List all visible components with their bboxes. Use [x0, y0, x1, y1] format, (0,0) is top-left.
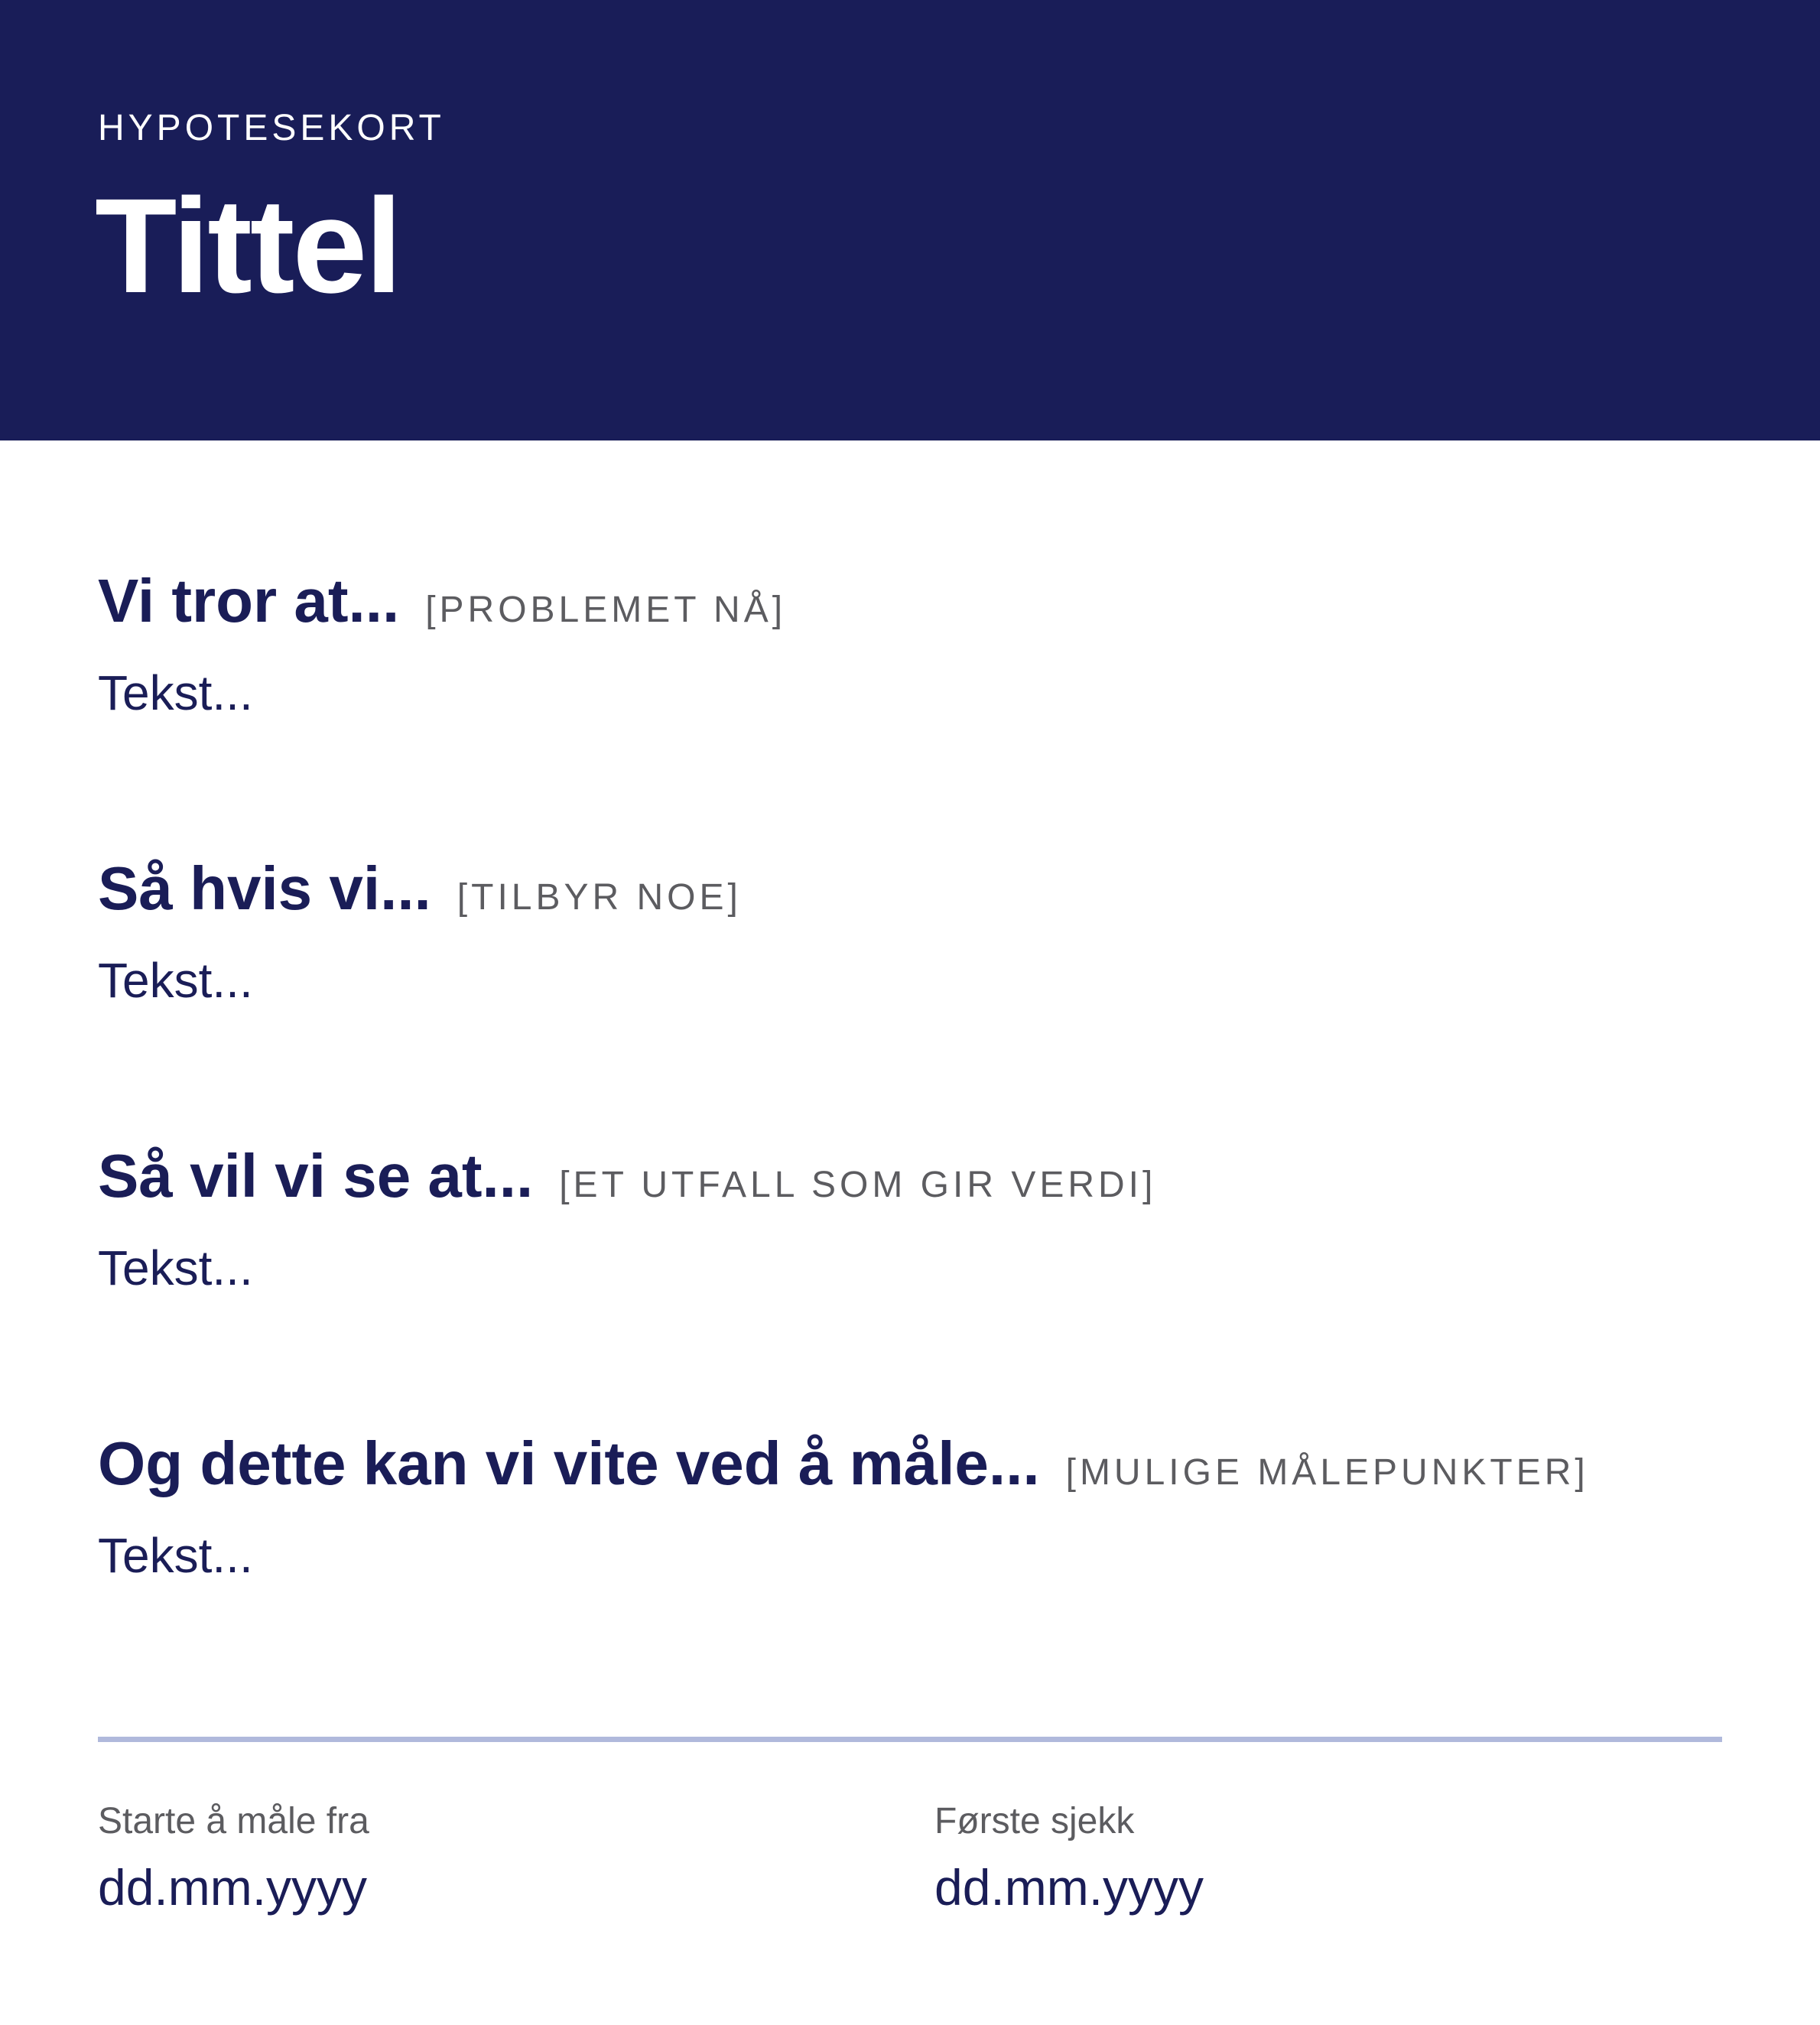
- card-header: [0, 0, 1820, 440]
- section-heading: [98, 850, 1719, 927]
- section-hint: [MULIGE MÅLEPUNKTER]: [1065, 1452, 1589, 1493]
- section-title: Så hvis vi...: [98, 854, 431, 922]
- section-hint: [PROBLEMET NÅ]: [425, 590, 787, 630]
- start-date-field[interactable]: dd.mm.yyyy: [98, 1859, 368, 1916]
- section-measure: [98, 1425, 1719, 1586]
- start-date-block: [98, 1797, 369, 1918]
- footer-divider: [98, 1737, 1722, 1742]
- section-text-field[interactable]: Tekst...: [98, 665, 253, 720]
- first-check-date-field[interactable]: dd.mm.yyyy: [934, 1859, 1204, 1916]
- section-text-field[interactable]: Tekst...: [98, 953, 253, 1008]
- start-date-label: Starte å måle fra: [98, 1801, 369, 1841]
- section-offer: [98, 850, 1719, 1011]
- section-heading: [98, 1138, 1719, 1214]
- section-title: Så vil vi se at...: [98, 1142, 534, 1210]
- section-heading: [98, 1425, 1719, 1502]
- section-heading: [98, 563, 1719, 639]
- section-hint: [ET UTFALL SOM GIR VERDI]: [559, 1165, 1157, 1205]
- first-check-block: [934, 1797, 1204, 1918]
- section-title: Vi tror at...: [98, 567, 400, 635]
- section-outcome: [98, 1138, 1719, 1299]
- section-belief: [98, 563, 1719, 723]
- section-hint: [TILBYR NOE]: [457, 877, 742, 918]
- section-text-field[interactable]: Tekst...: [98, 1240, 253, 1295]
- section-title: Og dette kan vi vite ved å måle...: [98, 1429, 1040, 1497]
- card-type-label: HYPOTESEKORT: [98, 108, 445, 148]
- first-check-label: Første sjekk: [934, 1801, 1135, 1841]
- card-title: Tittel: [95, 171, 401, 321]
- section-text-field[interactable]: Tekst...: [98, 1528, 253, 1583]
